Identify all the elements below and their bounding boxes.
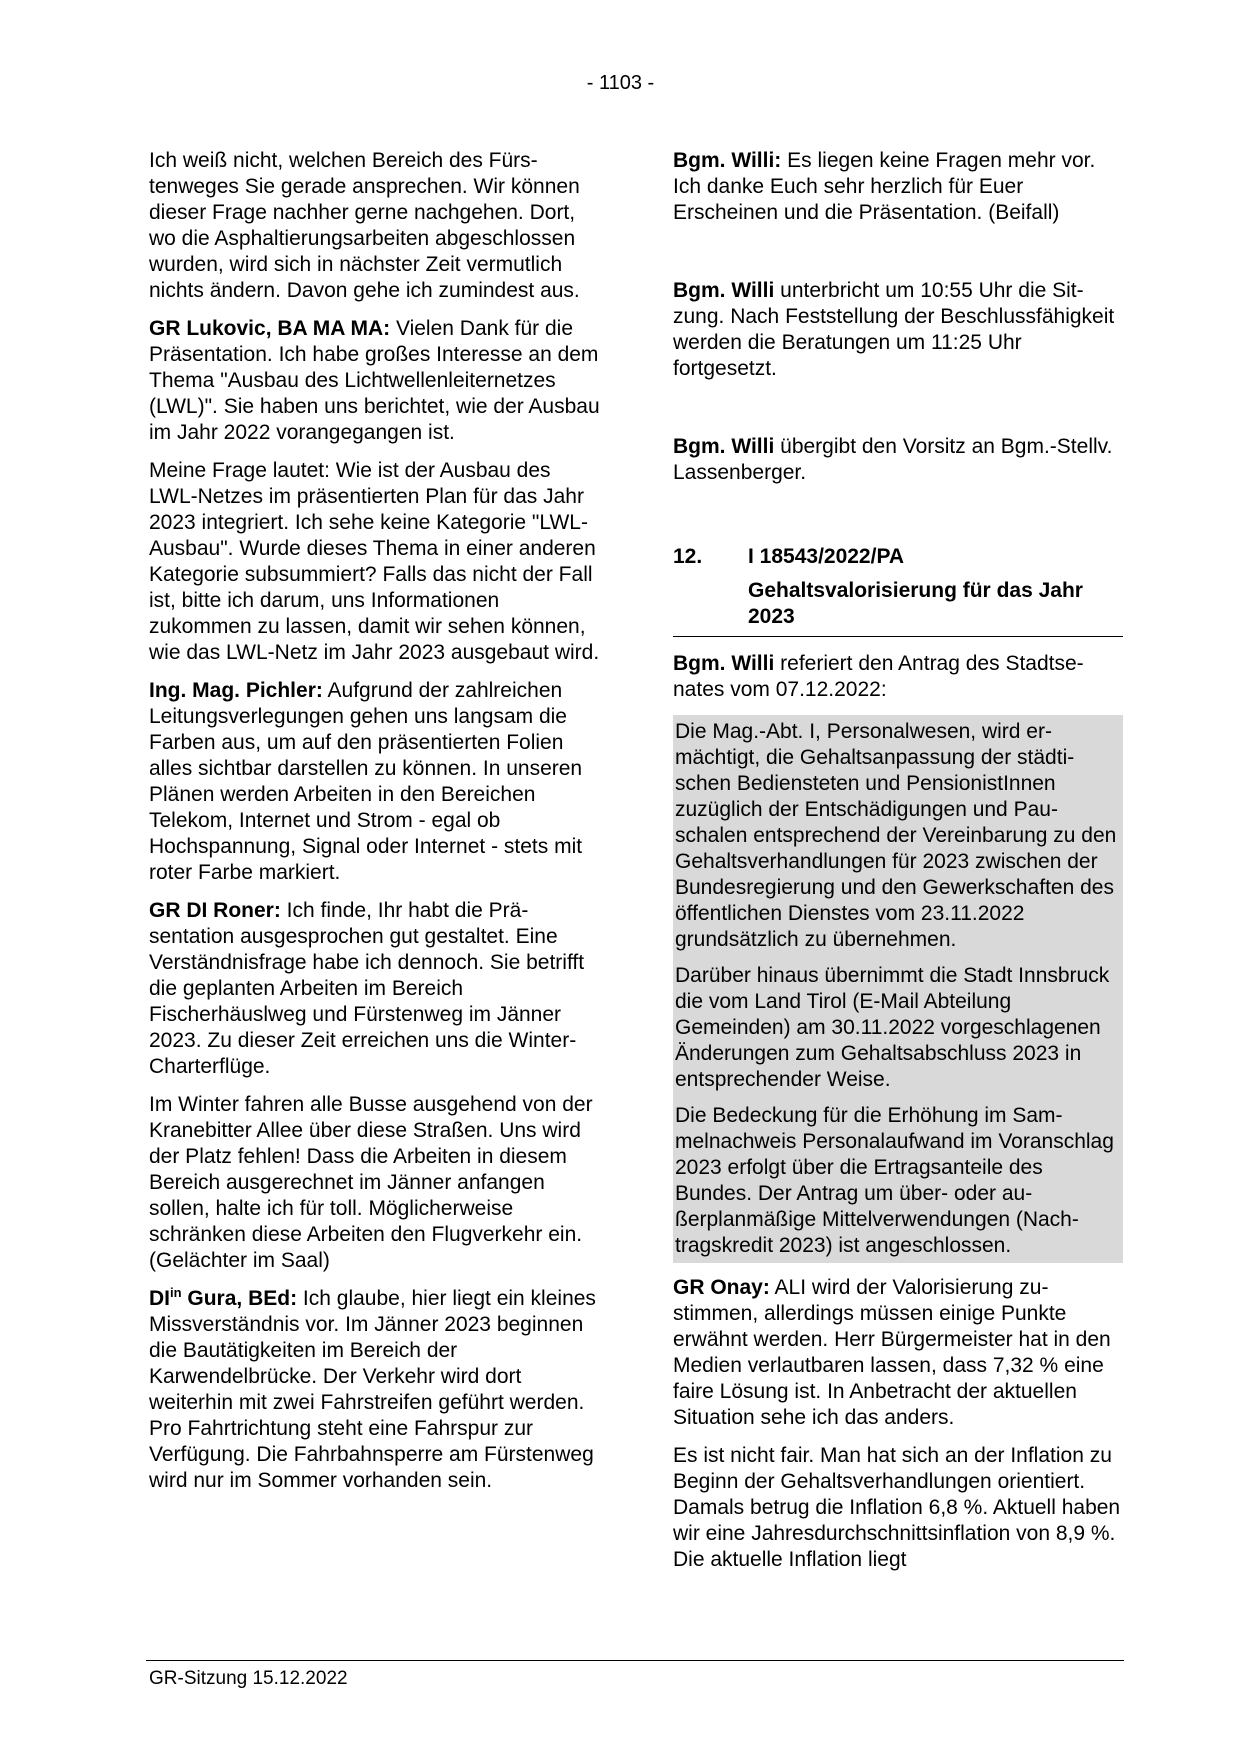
- paragraph: [673, 651, 1123, 703]
- paragraph: [673, 278, 1123, 382]
- agenda-number: 12.: [673, 545, 703, 568]
- paragraph: Ich weiß nicht, welchen Bereich des Fürstenweges Sie gerade ansprechen. Wir können dieser Frage nachher gerne nachgehen. Dort, wo die Asphaltierungsarbeiten abgeschlossen wurden, wird sich in nächster Zeit vermutlich nichts ändern. Davon gehe ich zumindest aus.: [149, 149, 580, 302]
- speaker-name: GR Onay:: [673, 1276, 770, 1299]
- paragraph-text: Es liegen keine Fragen mehr vor. Ich danke Euch sehr herzlich für Euer Erscheinen und die Präsentation. (Beifall): [673, 149, 1096, 224]
- paragraph: [673, 434, 1123, 486]
- left-column: [149, 148, 604, 1506]
- paragraph: Meine Frage lautet: Wie ist der Ausbau des LWL-Netzes im präsentierten Plan für das Jahr 2023 integriert. Ich sehe keine Kategorie "LWL-Ausbau". Wurde dieses Thema in einer anderen Kategorie subsummiert? Falls das nicht der Fall ist, bitte ich darum, uns Informationen zukommen zu lassen, damit wir sehen können, wie das LWL-Netz im Jahr 2023 ausgebaut wird.: [149, 459, 600, 664]
- paragraph: Es ist nicht fair. Man hat sich an der Inflation zu Beginn der Gehaltsverhandlungen orientiert. Damals betrug die Inflation 6,8 %. Aktuell haben wir eine Jahresdurchschnittsinflation von 8,9 %. Die aktuelle Inflation liegt: [673, 1444, 1121, 1571]
- paragraph: [149, 678, 604, 886]
- speaker-name: Bgm. Willi: [673, 652, 775, 675]
- paragraph: [673, 1275, 1123, 1431]
- paragraph-text: Aufgrund der zahlreichen Leitungsverlegungen gehen uns langsam die Farben aus, um auf den präsentierten Folien alles sichtbar darstellen zu können. In unseren Plänen werden Arbeiten in den Bereichen Telekom, Internet und Strom - egal ob Hochspannung, Signal oder Internet - stets mit roter Farbe markiert.: [149, 679, 583, 884]
- paragraph-text: Ich glaube, hier liegt ein kleines Missverständnis vor. Im Jänner 2023 beginnen die Bautätigkeiten im Bereich der Karwendelbrücke. Der Verkehr wird dort weiterhin mit zwei Fahrstreifen geführt werden. Pro Fahrtrichtung steht eine Fahrspur zur Verfügung. Die Fahrbahnsperre am Fürstenweg wird nur im Sommer vorhanden sein.: [149, 1287, 596, 1492]
- speaker-name: Ing. Mag. Pichler:: [149, 679, 323, 702]
- speaker-title: DI: [149, 1287, 170, 1310]
- divider: [673, 636, 1123, 637]
- agenda-item-header: [673, 544, 1123, 570]
- paragraph-text: Vielen Dank für die Präsentation. Ich habe großes Interesse an dem Thema "Ausbau des Lichtwellenleiternetzes (LWL)". Sie haben uns berichtet, wie der Ausbau im Jahr 2022 vorangegangen ist.: [149, 317, 600, 444]
- agenda-title: Gehaltsvalorisierung für das Jahr 2023: [748, 579, 1083, 628]
- speaker-title-sup: in: [170, 1285, 182, 1300]
- speaker-name: Bgm. Willi:: [673, 149, 782, 172]
- page-number: - 1103 -: [586, 72, 655, 94]
- paragraph-text: ALI wird der Valorisierung zustimmen, allerdings müssen einige Punkte erwähnt werden. Herr Bürgermeister hat in den Medien verlautbaren lassen, dass 7,32 % eine faire Lösung ist. In Anbetracht der aktuellen Situation sehe ich das anders.: [673, 1276, 1111, 1429]
- paragraph-text: Ich finde, Ihr habt die Präsentation ausgesprochen gut gestaltet. Eine Verständnisfrage habe ich dennoch. Sie betrifft die geplanten Arbeiten im Bereich Fischerhäuslweg und Fürstenweg im Jänner 2023. Zu dieser Zeit erreichen uns die Winter-Charterflüge.: [149, 899, 585, 1078]
- paragraph: [149, 1286, 604, 1494]
- paragraph-text: übergibt den Vorsitz an Bgm.-Stellv. Lassenberger.: [673, 435, 1113, 484]
- footer-text: GR-Sitzung 15.12.2022: [149, 1668, 348, 1689]
- speaker-surname: Gura, BEd:: [181, 1287, 298, 1310]
- speaker-name: GR DI Roner:: [149, 899, 281, 922]
- paragraph: Darüber hinaus übernimmt die Stadt Innsbruck die vom Land Tirol (E-Mail Abteilung Gemeinden) am 30.11.2022 vorgeschlagenen Änderungen zum Gehaltsabschluss 2023 in entsprechender Weise.: [675, 964, 1110, 1091]
- motion-text-box: [673, 715, 1123, 1263]
- agenda-reference: I 18543/2022/PA: [748, 545, 905, 568]
- paragraph: Die Mag.-Abt. I, Personalwesen, wird ermächtigt, die Gehaltsanpassung der städtischen Bediensteten und PensionistInnen zuzüglich der Entschädigungen und Pauschalen entsprechend der Vereinbarung zu den Gehaltsverhandlungen für 2023 zwischen der Bundesregierung und den Gewerkschaften des öffentlichen Dienstes vom 23.11.2022 grundsätzlich zu übernehmen.: [675, 720, 1117, 951]
- paragraph: Im Winter fahren alle Busse ausgehend von der Kranebitter Allee über diese Straßen. Uns wird der Platz fehlen! Dass die Arbeiten in diesem Bereich ausgerechnet im Jänner anfangen sollen, halte ich für toll. Möglicherweise schränken diese Arbeiten den Flugverkehr ein. (Gelächter im Saal): [149, 1093, 593, 1272]
- speaker-name: [149, 1287, 297, 1310]
- right-column: [673, 148, 1123, 1585]
- paragraph-text: referiert den Antrag des Stadtsenates vom 07.12.2022:: [673, 652, 1084, 701]
- speaker-name: Bgm. Willi: [673, 279, 775, 302]
- speaker-name: GR Lukovic, BA MA MA:: [149, 317, 391, 340]
- paragraph: [149, 316, 604, 446]
- paragraph: Die Bedeckung für die Erhöhung im Sammelnachweis Personalaufwand im Voranschlag 2023 erfolgt über die Ertragsanteile des Bundes. Der Antrag um über- oder außerplanmäßige Mittelverwendungen (Nachtragskredit 2023) ist angeschlossen.: [675, 1104, 1114, 1257]
- footer-divider: [146, 1660, 1124, 1661]
- paragraph-text: unterbricht um 10:55 Uhr die Sitzung. Nach Feststellung der Beschlussfähigkeit werden die Beratungen um 11:25 Uhr fortgesetzt.: [673, 279, 1115, 380]
- speaker-name: Bgm. Willi: [673, 435, 775, 458]
- paragraph: [673, 148, 1123, 226]
- paragraph: [149, 898, 604, 1080]
